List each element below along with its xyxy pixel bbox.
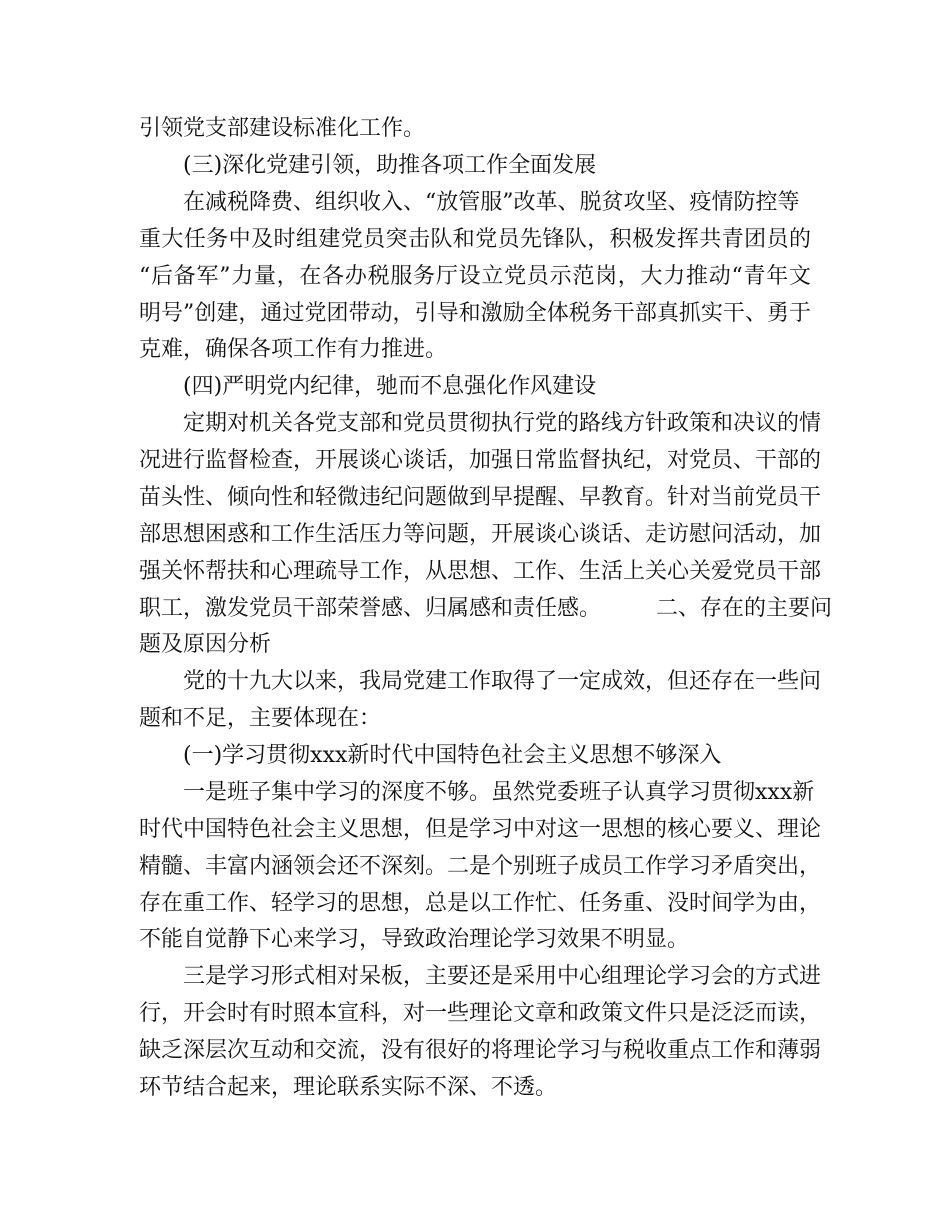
body-text-line: 行，开会时有时照本宣科，对一些理论文章和政策文件只是泛泛而读， xyxy=(139,1001,822,1026)
body-text-line: 精髓、丰富内涵领会还不深刻。二是个别班子成员工作学习矛盾突出， xyxy=(139,854,822,879)
body-text-line: 职工，激发党员干部荣誉感、归属感和责任感。 二、存在的主要问 xyxy=(139,596,833,621)
section-heading: (三)深化党建引领，助推各项工作全面发展 xyxy=(183,153,597,178)
body-text-line: 不能自觉静下心来学习，导致政治理论学习效果不明显。 xyxy=(139,927,690,952)
section-heading: 题及原因分析 xyxy=(139,632,272,657)
body-text-line: 况进行监督检查，开展谈心谈话，加强日常监督执纪，对党员、干部的 xyxy=(139,448,822,473)
body-text-line: 部思想困惑和工作生活压力等问题，开展谈心谈话、走访慰问活动，加 xyxy=(139,522,822,547)
body-text-line: “后备军”力量，在各办税服务厅设立党员示范岗，大力推动“青年文 xyxy=(139,264,811,289)
body-text-line: 明号”创建，通过党团带动，引导和激励全体税务干部真抓实干、勇于 xyxy=(139,301,811,326)
body-text-line: 定期对机关各党支部和党员贯彻执行党的路线方针政策和决议的情 xyxy=(183,411,822,436)
body-text-line: 在减税降费、组织收入、“放管服”改革、脱贫攻坚、疫情防控等 xyxy=(183,190,800,215)
section-heading: (四)严明党内纪律，驰而不息强化作风建设 xyxy=(183,374,597,399)
body-text-line: 三是学习形式相对呆板，主要还是采用中心组理论学习会的方式进 xyxy=(183,964,822,989)
body-text-line: 克难，确保各项工作有力推进。 xyxy=(139,337,448,362)
section-heading: (一)学习贯彻xxx新时代中国特色社会主义思想不够深入 xyxy=(183,743,722,768)
body-text-line: 存在重工作、轻学习的思想，总是以工作忙、任务重、没时间学为由， xyxy=(139,891,822,916)
body-text-line: 题和不足，主要体现在： xyxy=(139,706,382,731)
body-text-line: 时代中国特色社会主义思想，但是学习中对这一思想的核心要义、理论 xyxy=(139,817,822,842)
body-text-line: 引领党支部建设标准化工作。 xyxy=(139,116,426,141)
body-text-line: 党的十九大以来，我局党建工作取得了一定成效，但还存在一些问 xyxy=(183,669,822,694)
body-text-line: 苗头性、倾向性和轻微违纪问题做到早提醒、早教育。针对当前党员干 xyxy=(139,485,822,510)
body-text-line: 重大任务中及时组建党员突击队和党员先锋队，积极发挥共青团员的 xyxy=(139,227,811,252)
body-text-line: 环节结合起来，理论联系实际不深、不透。 xyxy=(139,1075,558,1100)
body-text-line: 一是班子集中学习的深度不够。虽然党委班子认真学习贯彻xxx新 xyxy=(183,780,815,805)
body-text-line: 强关怀帮扶和心理疏导工作，从思想、工作、生活上关心关爱党员干部 xyxy=(139,559,822,584)
body-text-line: 缺乏深层次互动和交流，没有很好的将理论学习与税收重点工作和薄弱 xyxy=(139,1038,822,1063)
